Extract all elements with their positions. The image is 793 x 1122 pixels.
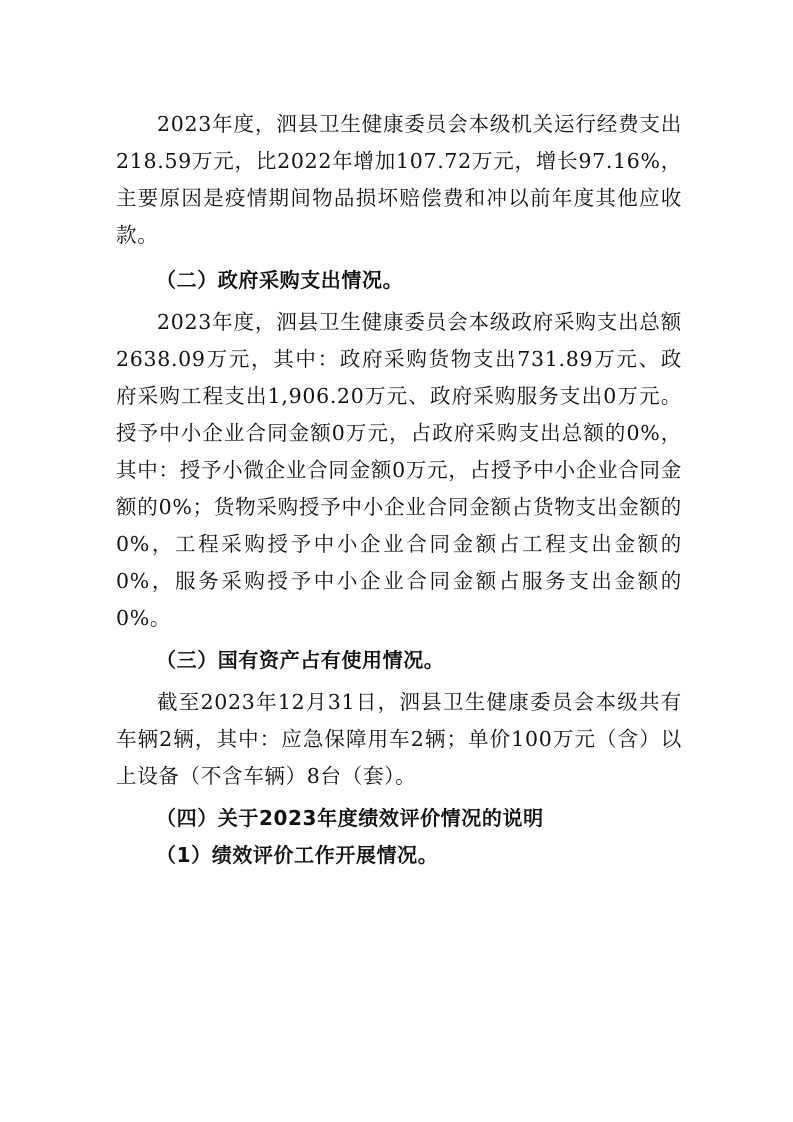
performance-subheading: （1）绩效评价工作开展情况。: [156, 843, 439, 867]
performance-heading: （四）关于2023年度绩效评价情况的说明: [156, 806, 544, 830]
procurement-paragraph: 2023年度，泗县卫生健康委员会本级政府采购支出总额2638.09万元，其中：政府采购货物支出731.89万元、政府采购工程支出1,906.20万元、政府采购服务支出0万元。授予中小企业合同金额0万元，占政府采购支出总额的0%，其中：授予小微企业合同金额0万元，占授予中小企业合同金额的0%；货物采购授予中小企业合同金额占货物支出金额的0%，工程采购授予中小企业合同金额占工程支出金额的0%，服务采购授予中小企业合同金额占服务支出金额的0%。: [116, 310, 682, 630]
document-body: [116, 106, 682, 874]
assets-paragraph: 截至2023年12月31日，泗县卫生健康委员会本级共有车辆2辆，其中：应急保障用车2辆；单价100万元（含）以上设备（不含车辆）8台（套）。: [116, 690, 682, 788]
assets-heading: （三）国有资产占有使用情况。: [156, 648, 445, 672]
procurement-heading: （二）政府采购支出情况。: [156, 268, 404, 292]
operating-expenses-paragraph: 2023年度，泗县卫生健康委员会本级机关运行经费支出218.59万元，比2022年增加107.72万元，增长97.16%，主要原因是疫情期间物品损坏赔偿费和冲以前年度其他应收款。: [116, 112, 682, 247]
